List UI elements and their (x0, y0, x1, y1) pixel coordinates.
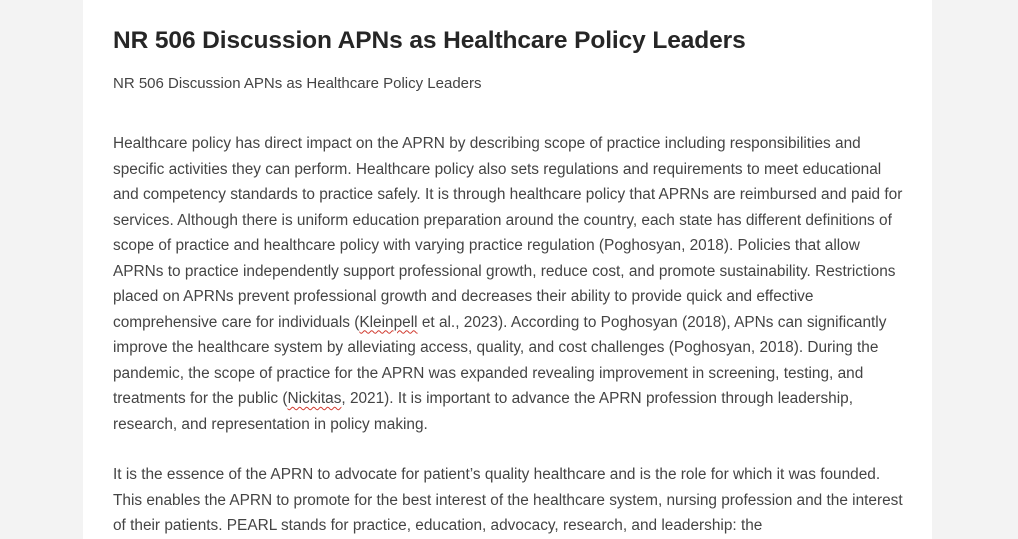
article-content (113, 24, 903, 539)
page-title: NR 506 Discussion APNs as Healthcare Policy Leaders (113, 27, 746, 54)
paragraph-1-text-b: et al., 2023). According to Poghosyan (2018), APNs can significantly improve the healthcare system by alleviating access, quality, and cost challenges (Poghosyan, 2018). During the pandemic, the scope of practice for the APRN was expanded revealing improvement in screening, testing, and treatments for the public ( (113, 313, 887, 407)
paragraph-1-text-c: , 2021). It is important to advance the APRN profession through leadership, research, and representation in policy making. (113, 390, 853, 433)
article-subtitle: NR 506 Discussion APNs as Healthcare Policy Leaders (113, 75, 482, 92)
paragraph-1-text-a: Healthcare policy has direct impact on the APRN by describing scope of practice including responsibilities and specific activities they can perform. Healthcare policy also sets regulations and requirements to meet educational and competency standards to practice safely. It is through healthcare policy that APRNs are reimbursed and paid for services. Although there is uniform education preparation around the country, each state has different definitions of scope of practice and healthcare policy with varying practice regulation (Poghosyan, 2018). Policies that allow APRNs to practice independently support professional growth, reduce cost, and promote sustainability. Restrictions placed on APRNs prevent professional growth and decreases their ability to provide quick and effective comprehensive care for individuals ( (113, 135, 903, 331)
article-page (83, 0, 932, 539)
paragraph-2: It is the essence of the APRN to advocate for patient’s quality healthcare and is the role for which it was founded. This enables the APRN to promote for the best interest of the healthcare system, nursing profession and the interest of their patients. PEARL stands for practice, education, advocacy, research, and leadership: the (113, 466, 903, 534)
spellcheck-word-kleinpell[interactable]: Kleinpell (359, 313, 418, 331)
paragraph-1 (113, 131, 903, 437)
spellcheck-word-nickitas[interactable]: Nickitas (287, 390, 342, 407)
